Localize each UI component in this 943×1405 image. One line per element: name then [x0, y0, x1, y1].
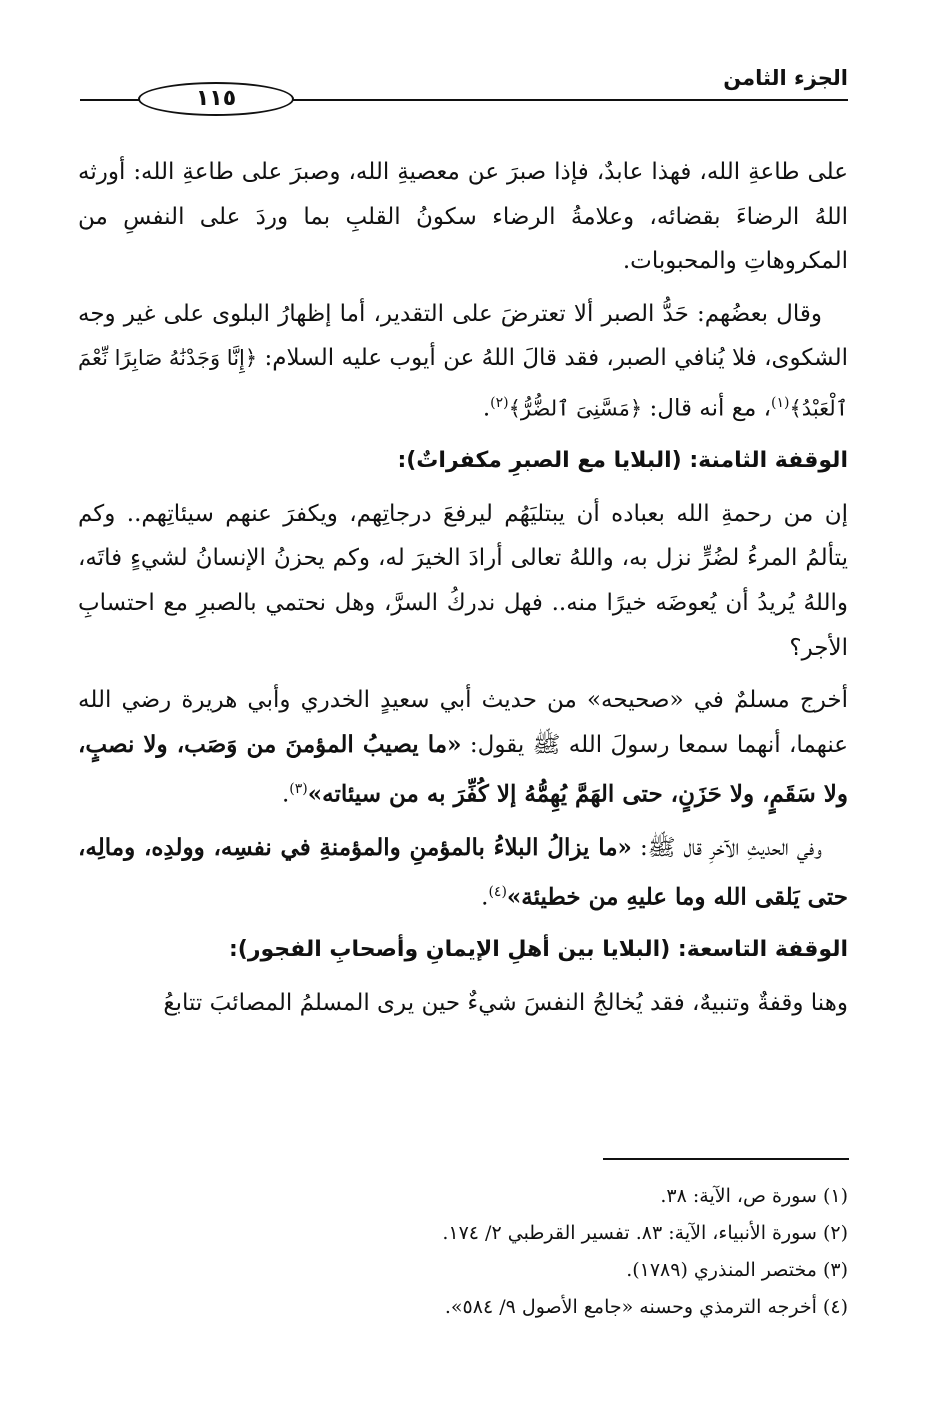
- text-span: .: [281, 782, 290, 809]
- footnote: (٢) سورة الأنبياء، الآية: ٨٣. تفسير القرطبي ٢/ ١٧٤.: [442, 1222, 848, 1244]
- section-heading: الوقفة التاسعة: (البلايا بين أهلِ الإيمانِ وأصحابِ الفجور):: [228, 937, 848, 963]
- quran-verse: ﴿إِنَّا وَجَدْنَٰهُ صَابِرًا نِّعْمَ ٱلْعَبْدُ﴾: [78, 346, 848, 421]
- hadith-quote: «ما يزالُ البلاءُ بالمؤمنِ والمؤمنةِ في نفسِه، وولدِه، ومالِه، حتى يَلقى الله وما عليهِ من خطيئة»: [78, 833, 848, 911]
- footnote-divider: [603, 1158, 849, 1160]
- section-heading: الوقفة الثامنة: (البلايا مع الصبرِ مكفراتٌ):: [397, 448, 848, 474]
- paragraph: وهنا وقفةٌ وتنبيهٌ، فقد يُخالجُ النفسَ شيءٌ حين يرى المسلمُ المصائبَ تتابعُ: [163, 990, 848, 1017]
- running-title: الجزء الثامن: [723, 66, 848, 90]
- text-span: .: [482, 395, 491, 422]
- text-span: وقال بعضُهم: حَدُّ الصبر ألا تعترضَ على التقدير، أما إظهارُ البلوى على غير وجه الشكوى، فلا يُنافي الصبر، فقد قالَ اللهُ عن أيوب عليه السلام:: [78, 300, 848, 372]
- footnote-ref: (٤): [488, 884, 507, 901]
- footnote: (٤) أخرجه الترمذي وحسنه «جامع الأصول ٩/ ٥٨٤».: [444, 1296, 848, 1318]
- footnote: (٣) مختصر المنذري (١٧٨٩).: [626, 1259, 848, 1281]
- paragraph: [78, 678, 848, 817]
- text-span: .: [481, 884, 489, 911]
- footnotes: [88, 1178, 848, 1326]
- paragraph: [78, 292, 848, 431]
- quran-verse: ﴿مَسَّنِىَ ٱلضُّرُّ﴾: [508, 396, 643, 421]
- page-header: [80, 66, 848, 116]
- footnote: (١) سورة ص، الآية: ٣٨.: [660, 1185, 848, 1207]
- paragraph: إن من رحمةِ الله بعباده أن يبتليَهُم ليرفعَ درجاتِهم، ويكفرَ عنهم سيئاتِهم.. وكم يتألمُ المرءُ لضُرٍّ نزل به، واللهُ تعالى أرادَ الخيرَ له، وكم يحزنُ الإنسانُ لشيءٍ فاتَه، واللهُ يُريدُ أن يُعوضَه خيرًا منه.. فهل ندركُ السرَّ، وهل نحتمي بالصبرِ مع احتسابِ الأجر؟: [78, 500, 848, 661]
- main-text: [78, 150, 848, 1034]
- text-span: وفي الحديثِ الآخرِ قال ﷺ:: [631, 834, 822, 861]
- footnote-ref: (٣): [289, 781, 308, 798]
- footnote-ref: (٢): [490, 394, 509, 411]
- paragraph: [78, 826, 848, 921]
- page-number: ١١٥: [138, 82, 294, 116]
- hadith-quote: «ما يصيبُ المؤمنَ من وَصَب، ولا نصبٍ، ولا سَقَمٍ، ولا حَزَنٍ، حتى الهَمَّ يُهِمُّهُ إلا كُفِّرَ به من سيئاته»: [78, 730, 848, 809]
- text-span: ، مع أنه قال:: [642, 395, 772, 422]
- text-span: أخرج مسلمٌ في «صحيحه» من حديث أبي سعيدٍ الخدري وأبي هريرة رضي الله عنهما، أنهما سمعا رسولَ الله ﷺ يقول:: [78, 687, 848, 758]
- paragraph: على طاعةِ الله، فهذا عابدٌ، فإذا صبرَ عن معصيةِ الله، وصبرَ على طاعةِ الله: أورثه اللهُ الرضاءَ بقضائه، وعلامةُ الرضاء سكونُ القلبِ بما وردَ على النفسِ من المكروهاتِ والمحبوبات.: [78, 159, 848, 275]
- footnote-ref: (١): [771, 394, 790, 411]
